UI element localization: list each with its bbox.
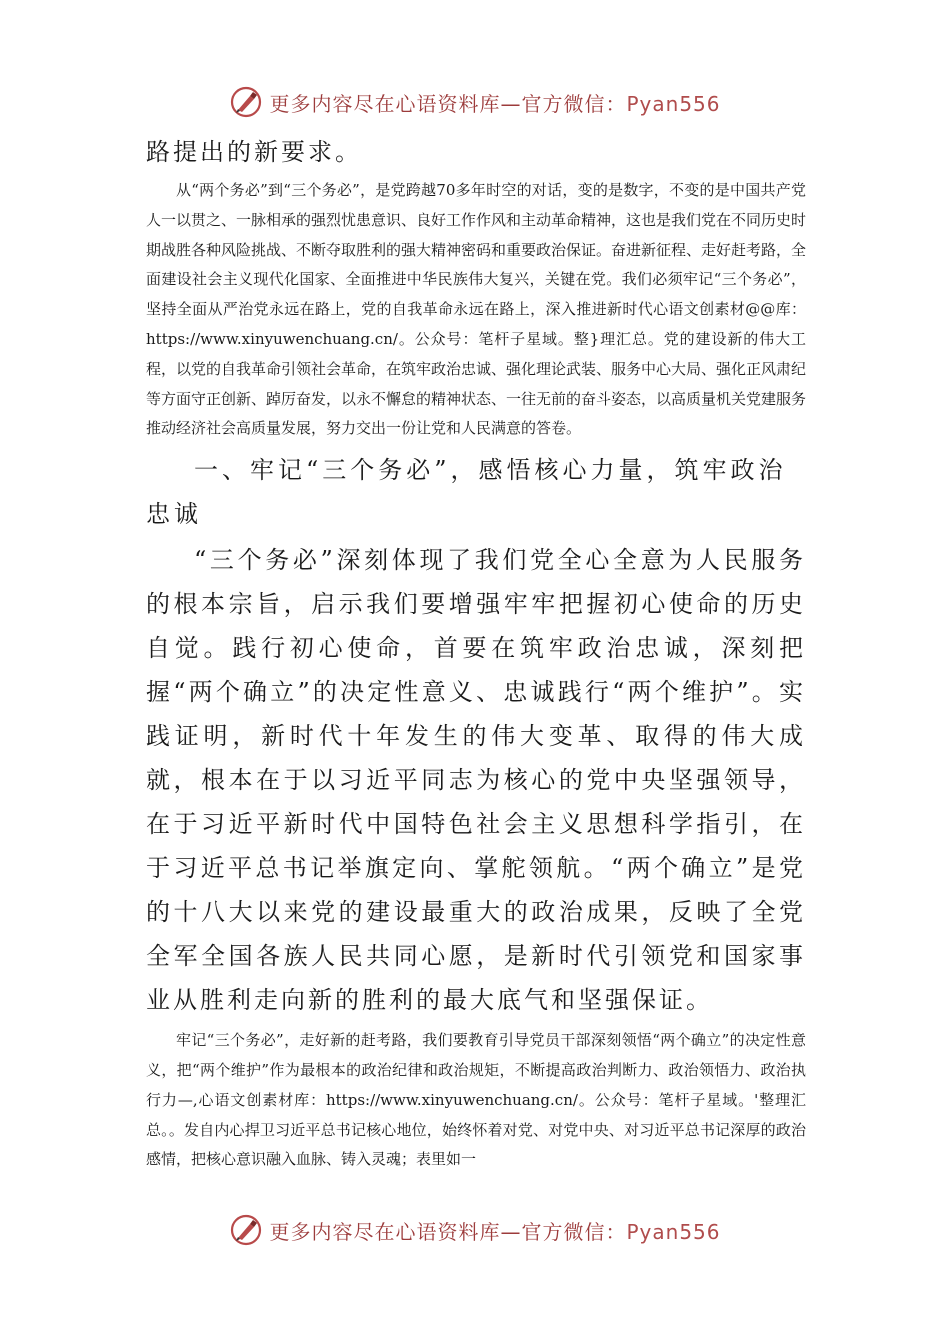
- wechat-id: Pyan556: [626, 91, 721, 116]
- banner-text: 更多内容尽在心语资料库—官方微信：Pyan556: [269, 91, 721, 116]
- wechat-id: Pyan556: [626, 1219, 721, 1244]
- section-heading: 一、牢记“三个务必”，感悟核心力量，筑牢政治忠诚: [146, 456, 787, 529]
- paragraph-3: 牢记“三个务必”，走好新的赶考路，我们要教育引导党员干部深刻领悟“两个确立”的决定性意义，把“两个维护”作为最根本的政治纪律和政治规矩，不断提高政治判断力、政治领悟力、政治执行力—,心语文创素材库：https://www.xinyuwenchuang.cn/。公众号：笔杆子星域。'整理汇总。。发自内心捍卫习近平总书记核心地位，始终怀着对党、对党中央、对习近平总书记深厚的政治感情，把核心意识融入血脉、铸入灵魂；表里如一: [146, 1031, 806, 1169]
- document-body: [146, 130, 806, 1175]
- pen-nib-logo-icon: [229, 1213, 263, 1247]
- banner-text: 更多内容尽在心语资料库—官方微信：Pyan556: [269, 1219, 721, 1244]
- continuation-text: 路提出的新要求。: [146, 138, 362, 166]
- paragraph-1: 从“两个务必”到“三个务必”，是党跨越70多年时空的对话，变的是数字，不变的是中国共产党人一以贯之、一脉相承的强烈忧患意识、良好工作作风和主动革命精神，这也是我们党在不同历史时期战胜各种风险挑战、不断夺取胜利的强大精神密码和重要政治保证。奋进新征程、走好赶考路，全面建设社会主义现代化国家、全面推进中华民族伟大复兴，关键在党。我们必须牢记“三个务必”，坚持全面从严治党永远在路上，党的自我革命永远在路上，深入推进新时代心语文创素材@@库：https://www.xinyuwenchuang.cn/。公众号：笔杆子星域。整}理汇总。党的建设新的伟大工程，以党的自我革命引领社会革命，在筑牢政治忠诚、强化理论武装、服务中心大局、强化正风肃纪等方面守正创新、踔厉奋发，以永不懈怠的精神状态、一往无前的奋斗姿态，以高质量机关党建服务推动经济社会高质量发展，努力交出一份让党和人民满意的答卷。: [146, 181, 807, 438]
- pen-nib-logo-icon: [229, 85, 263, 119]
- paragraph-2: “三个务必”深刻体现了我们党全心全意为人民服务的根本宗旨，启示我们要增强牢牢把握初心使命的历史自觉。践行初心使命，首要在筑牢政治忠诚，深刻把握“两个确立”的决定性意义、忠诚践行“两个维护”。实践证明，新时代十年发生的伟大变革、取得的伟大成就，根本在于以习近平同志为核心的党中央坚强领导，在于习近平新时代中国特色社会主义思想科学指引，在于习近平总书记举旗定向、掌舵领航。“两个确立”是党的十八大以来党的建设最重大的政治成果，反映了全党全军全国各族人民共同心愿，是新时代引领党和国家事业从胜利走向新的胜利的最大底气和坚强保证。: [146, 546, 806, 1015]
- header-banner: [0, 82, 950, 122]
- footer-banner: [0, 1210, 950, 1250]
